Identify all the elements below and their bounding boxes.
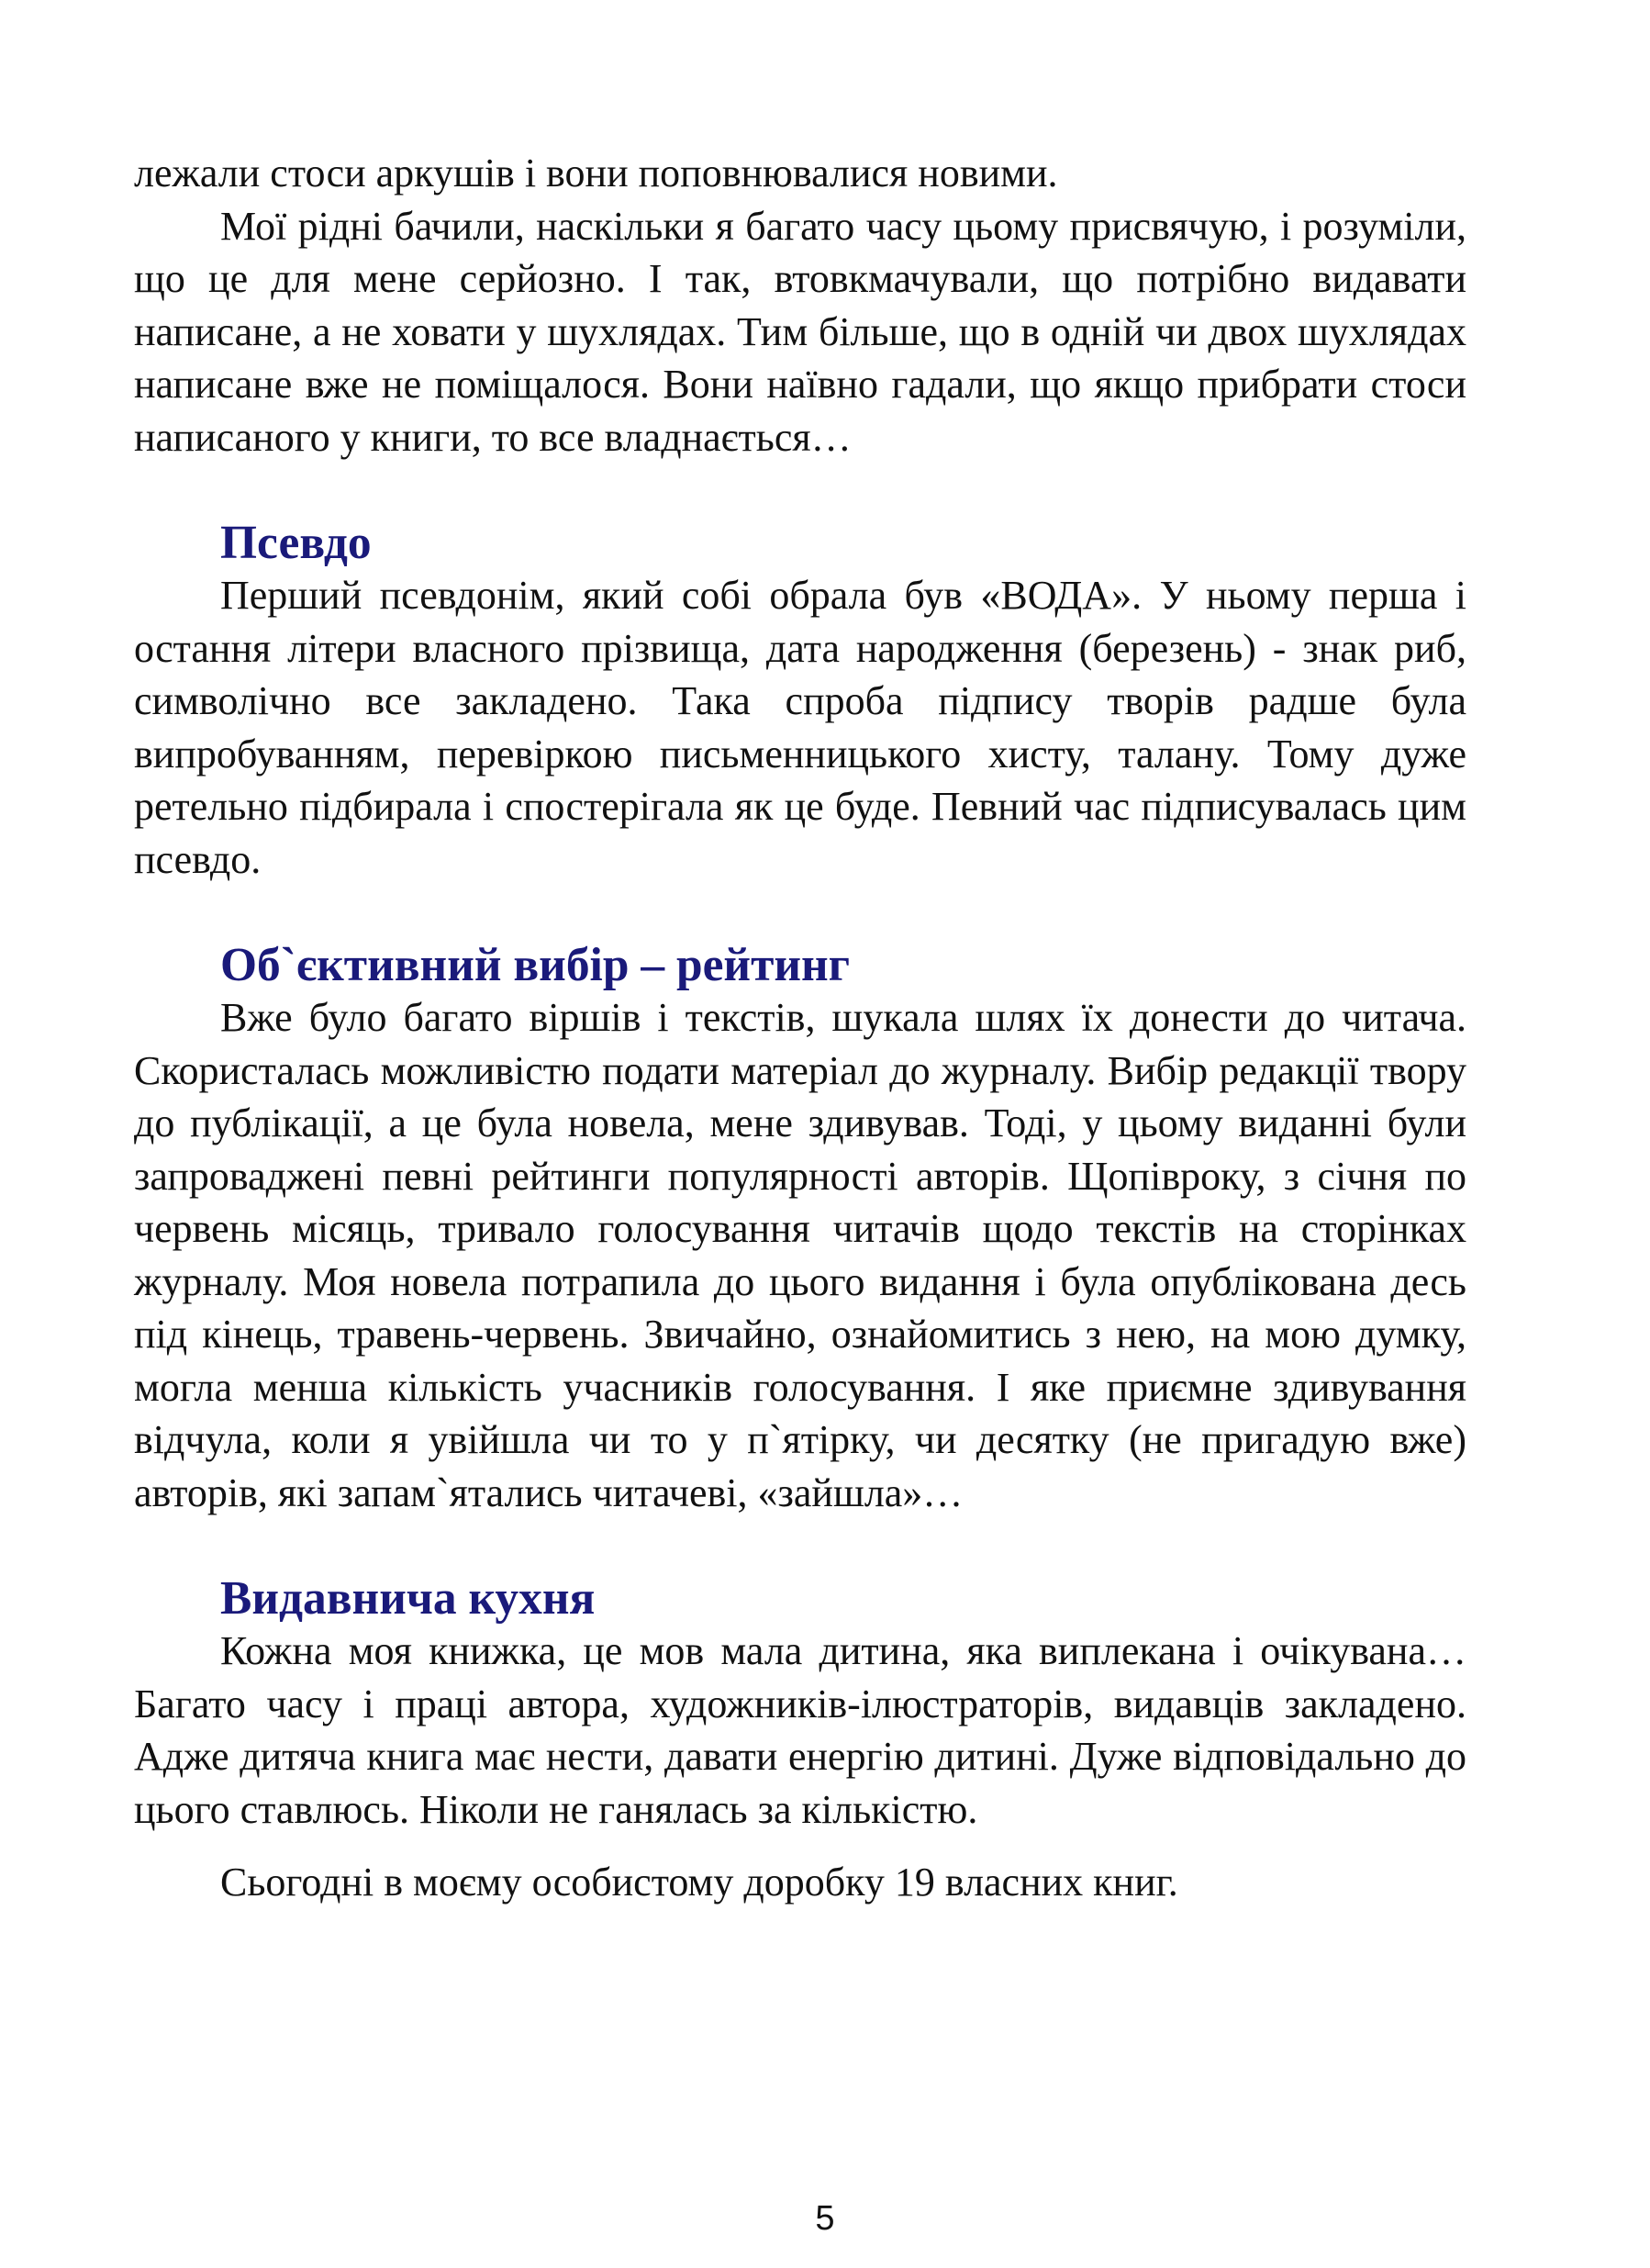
paragraph-closing: Сьогодні в моєму особистому доробку 19 власних книг. bbox=[220, 1860, 1178, 1905]
paragraph-pseudo: Перший псевдонім, який собі обрала був «ВОДА». У ньому перша і остання літери власного прізвища, дата народження (березень) - знак риб, символічно все закладено. Така спроба підпису творів радше була випробуванням, перевіркою письменницького хисту, талану. Тому дуже ретельно підбирала і спостерігала як це буде. Певний час підписувалась цим псевдо. bbox=[134, 573, 1466, 882]
section-heading-pseudo: Псевдо bbox=[220, 516, 372, 569]
paragraph-family: Мої рідні бачили, наскільки я багато часу цьому присвячую, і розуміли, що це для мене серйозно. І так, втовкмачували, що потрібно видавати написане, а не ховати у шухлядах. Тим більше, що в одній чи двох шухлядах написане вже не поміщалося. Вони наївно гадали, що якщо прибрати стоси написаного у книги, то все владнається… bbox=[134, 203, 1466, 460]
document-page bbox=[134, 147, 1466, 1909]
paragraph-rating: Вже було багато віршів і текстів, шукала шлях їх донести до читача. Скористалась можливістю подати матеріал до журналу. Вибір редакції твору до публікації, а це була новела, мене здивував. Тоді, у цьому виданні були запроваджені певні рейтинги популярності авторів. Щопівроку, з січня по червень місяць, тривало голосування читачів щодо текстів на сторінках журналу. Моя новела потрапила до цього видання і була опублікована десь під кінець, травень-червень. Звичайно, ознайомитись з нею, на мою думку, могла менша кількість учасників голосування. І яке приємне здивування відчула, коли я увійшла чи то у п`ятірку, чи десятку (не пригадую вже) авторів, які запам`ятались читачеві, «зайшла»… bbox=[134, 995, 1466, 1515]
section-heading-rating: Об`єктивний вибір – рейтинг bbox=[220, 938, 851, 991]
paragraph-publishing: Кожна моя книжка, це мов мала дитина, яка виплекана і очікувана… Багато часу і праці автора, художників-ілюстраторів, видавців закладено. Адже дитяча книга має нести, давати енергію дитині. Дуже відповідально до цього ставлюсь. Ніколи не ганялась за кількістю. bbox=[134, 1628, 1466, 1832]
section-heading-publishing: Видавнича кухня bbox=[220, 1571, 596, 1625]
page-number: 5 bbox=[815, 2199, 835, 2238]
paragraph-continuation: лежали стоси аркушів і вони поповнювалися новими. bbox=[134, 151, 1058, 196]
